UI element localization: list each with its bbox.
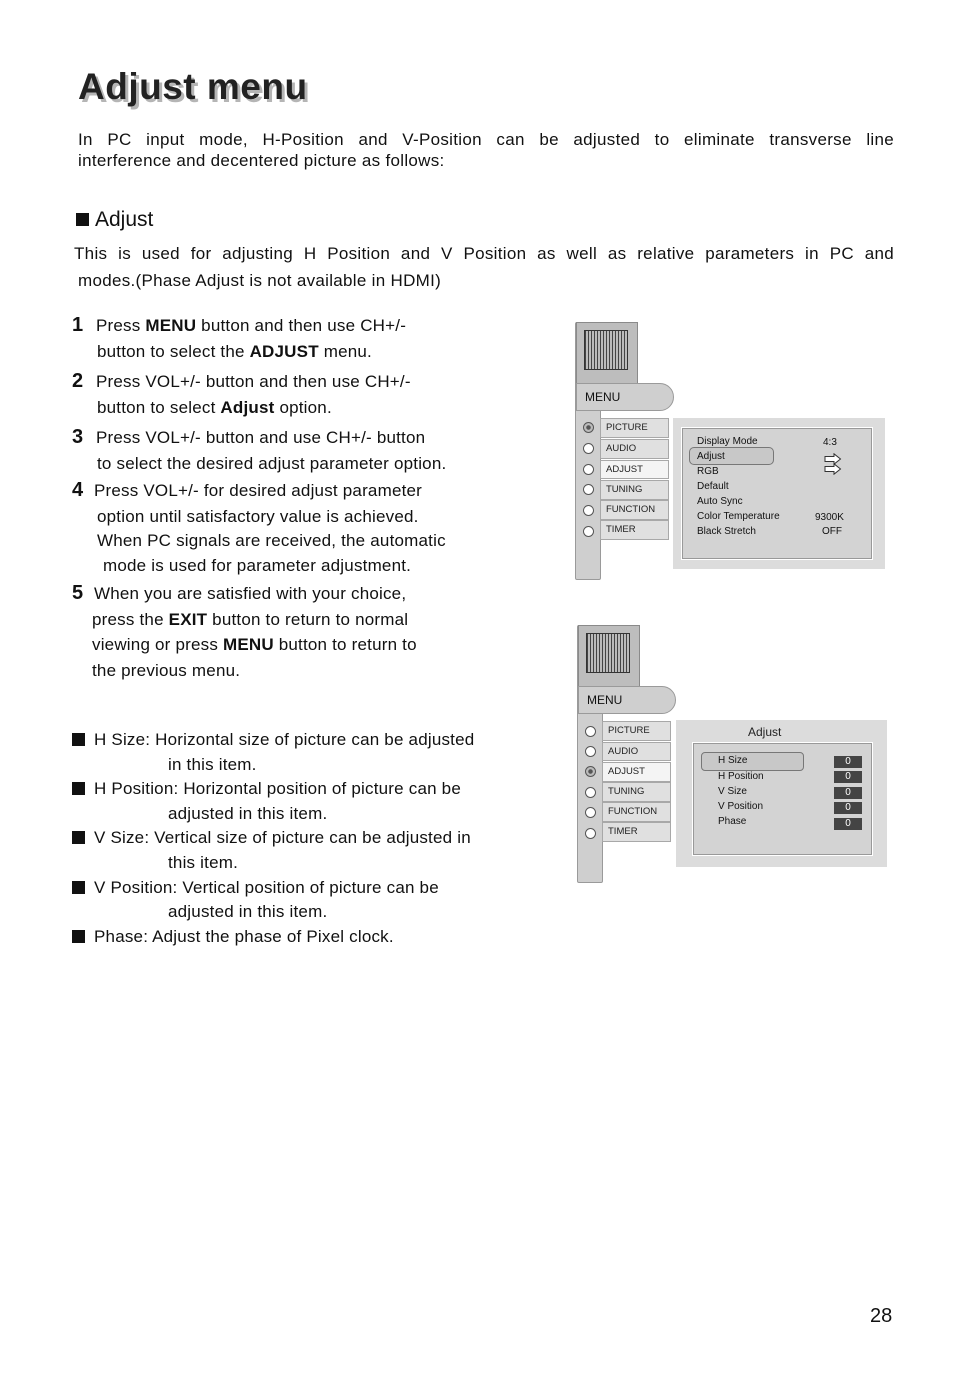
value-color-temperature: 9300K	[815, 512, 844, 523]
menu-item-timer[interactable]: TIMER	[602, 822, 671, 842]
menu-item-picture[interactable]: PICTURE	[600, 418, 669, 438]
radio-indicator	[585, 787, 596, 798]
square-bullet-icon	[72, 733, 85, 746]
radio-indicator	[583, 505, 594, 516]
tv-icon	[578, 625, 640, 689]
value-h-size: 0	[834, 756, 862, 768]
value-black-stretch: OFF	[822, 526, 842, 537]
option-adjust[interactable]: Adjust	[697, 451, 725, 462]
square-bullet-icon	[72, 930, 85, 943]
square-bullet-icon	[72, 881, 85, 894]
menu-item-audio[interactable]: AUDIO	[600, 439, 669, 459]
radio-indicator	[585, 766, 596, 777]
radio-indicator	[583, 526, 594, 537]
square-bullet-icon	[72, 782, 85, 795]
option-v-position[interactable]: V Position	[718, 801, 764, 812]
list-item: V Size: Vertical size of picture can be adjusted in this item.	[72, 826, 474, 875]
radio-indicator	[585, 746, 596, 757]
parameter-list	[72, 728, 474, 949]
section-description	[74, 240, 894, 294]
value-v-position: 0	[834, 802, 862, 814]
tv-icon	[576, 322, 638, 386]
list-item: V Position: Vertical position of picture can be adjusted in this item.	[72, 876, 474, 925]
menu-item-tuning[interactable]: TUNING	[600, 480, 669, 500]
radio-indicator	[585, 828, 596, 839]
option-default[interactable]: Default	[697, 481, 729, 492]
intro-paragraph	[78, 129, 894, 171]
step-2: 2 Press VOL+/- button and then use CH+/- button to select Adjust option.	[72, 370, 411, 417]
value-v-size: 0	[834, 787, 862, 799]
step-number: 2	[72, 370, 84, 392]
list-item: Phase: Adjust the phase of Pixel clock.	[72, 925, 474, 950]
radio-indicator	[585, 807, 596, 818]
menu-tab[interactable]: MENU	[576, 383, 674, 411]
step-5: 5 When you are satisfied with your choice, press the EXIT button to return to normal viewing or press MENU button to return to the previous menu.	[72, 582, 417, 680]
section-heading	[76, 208, 153, 232]
option-phase[interactable]: Phase	[718, 816, 747, 827]
menu-item-adjust[interactable]: ADJUST	[600, 460, 669, 479]
step-1: 1 Press MENU button and then use CH+/- button to select the ADJUST menu.	[72, 314, 407, 361]
radio-indicator	[583, 464, 594, 475]
menu-item-tuning[interactable]: TUNING	[602, 782, 671, 802]
option-rgb[interactable]: RGB	[697, 466, 719, 477]
square-bullet-icon	[76, 213, 89, 226]
intro-line-1: In PC input mode, H-Position and V-Position can be adjusted to eliminate transverse line	[78, 130, 894, 149]
radio-indicator	[585, 726, 596, 737]
value-phase: 0	[834, 818, 862, 830]
step-number: 5	[72, 582, 84, 604]
menu-item-adjust[interactable]: ADJUST	[602, 762, 671, 782]
adjust-panel-title: Adjust	[748, 725, 782, 739]
option-color-temperature[interactable]: Color Temperature	[697, 511, 780, 522]
radio-indicator	[583, 484, 594, 495]
list-item: H Size: Horizontal size of picture can be adjusted in this item.	[72, 728, 474, 777]
option-auto-sync[interactable]: Auto Sync	[697, 496, 743, 507]
list-item: H Position: Horizontal position of picture can be adjusted in this item.	[72, 777, 474, 826]
option-v-size[interactable]: V Size	[718, 786, 747, 797]
arrow-right-icon	[824, 463, 842, 475]
step-number: 3	[72, 426, 84, 448]
step-number: 4	[72, 479, 84, 501]
menu-item-audio[interactable]: AUDIO	[602, 742, 671, 761]
option-h-size[interactable]: H Size	[718, 755, 748, 766]
option-black-stretch[interactable]: Black Stretch	[697, 526, 756, 537]
page-title: Adjust menu	[78, 66, 308, 107]
menu-item-function[interactable]: FUNCTION	[602, 802, 671, 822]
option-h-position[interactable]: H Position	[718, 771, 764, 782]
menu-tab[interactable]: MENU	[578, 686, 676, 714]
section-desc-line-1: This is used for adjusting H Position and V Position as well as relative parameters in PC and	[74, 244, 894, 263]
square-bullet-icon	[72, 831, 85, 844]
page-number: 28	[870, 1305, 893, 1327]
radio-indicator	[583, 443, 594, 454]
radio-indicator	[583, 422, 594, 433]
menu-item-timer[interactable]: TIMER	[600, 520, 669, 540]
value-display-mode: 4:3	[823, 437, 837, 448]
selection-highlight	[701, 752, 804, 771]
menu-item-picture[interactable]: PICTURE	[602, 721, 671, 741]
section-heading-text: Adjust	[95, 208, 154, 231]
intro-line-2: interference and decentered picture as follows:	[78, 151, 445, 170]
option-display-mode[interactable]: Display Mode	[697, 436, 758, 447]
step-4: 4 Press VOL+/- for desired adjust parameter option until satisfactory value is achieved. When PC signals are received, the automatic mode is used for parameter adjustment.	[72, 479, 446, 575]
section-desc-line-2: modes.(Phase Adjust is not available in HDMI)	[78, 271, 442, 290]
value-h-position: 0	[834, 771, 862, 783]
step-3: 3 Press VOL+/- button and use CH+/- button to select the desired adjust parameter option.	[72, 426, 447, 473]
menu-item-function[interactable]: FUNCTION	[600, 500, 669, 520]
step-number: 1	[72, 314, 84, 336]
